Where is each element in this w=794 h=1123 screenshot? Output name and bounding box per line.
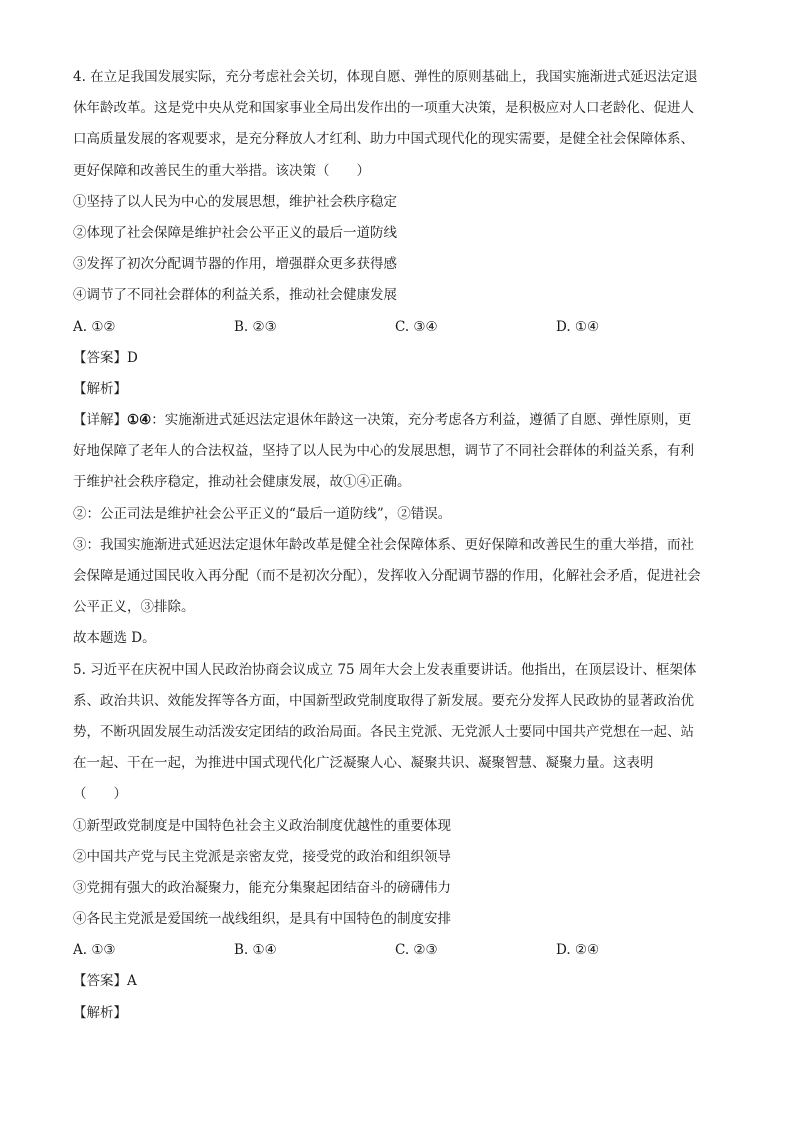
q4-options: [73, 312, 723, 343]
q5-stem-line: （ ）: [73, 786, 127, 803]
q4-option-b: B. ②③: [234, 318, 277, 335]
q4-stem-line: 更好保障和改善民生的重大举措。该决策（ ）: [73, 162, 370, 179]
q5-answer: [73, 966, 723, 997]
detail-label: 【详解】: [73, 412, 127, 429]
q5-stem-line: 5. 习近平在庆祝中国人民政治协商会议成立 75 周年大会上发表重要讲话。他指出，在顶层设计、框架体: [73, 661, 697, 678]
q4-option-a: A. ①②: [73, 318, 116, 335]
detail-text: ：实施渐进式延迟法定退休年龄这一决策，充分考虑各方利益，遵循了自愿、弹性原则，更: [151, 412, 692, 429]
q4-stem-line: 口高质量发展的客观要求，是充分释放人才红利、助力中国式现代化的现实需要，是健全社会保障体系、: [73, 131, 694, 148]
q5-option-d: D. ②④: [556, 942, 600, 959]
q4-statement: ①坚持了以人民为中心的发展思想，维护社会秩序稳定: [73, 193, 397, 210]
q5-options: [73, 935, 723, 966]
q5-statements: [73, 811, 723, 936]
q4-detail-line: 好地保障了老年人的合法权益，坚持了以人民为中心的发展思想，调节了不同社会群体的利益关系，有利: [73, 443, 694, 460]
q5-statement: ②中国共产党与民主党派是亲密友党，接受党的政治和组织领导: [73, 848, 451, 865]
q4-detail-line: [73, 405, 723, 436]
q5-option-a: A. ①③: [73, 942, 116, 959]
q5-option-b: B. ①④: [234, 942, 277, 959]
analysis-label: 【解析】: [73, 1004, 127, 1021]
q4-statements: [73, 187, 723, 312]
q4-stem-line: 休年龄改革。这是党中央从党和国家事业全局出发作出的一项重大决策，是积极应对人口老龄化、促进人: [73, 100, 694, 117]
q5-analysis-heading: [73, 998, 723, 1029]
q4-note-3-line: 公平正义，③排除。: [73, 599, 195, 616]
q5-stem-line: 势，不断巩固发展生动活泼安定团结的政治局面。各民主党派、无党派人士要同中国共产党想在一起、站: [73, 723, 694, 740]
q4-statement: ③发挥了初次分配调节器的作用，增强群众更多获得感: [73, 256, 397, 273]
q4-note-3-line: ③：我国实施渐进式延迟法定退休年龄改革是健全社会保障体系、更好保障和改善民生的重大举措，而社: [73, 536, 694, 553]
q4-detail-line: 于维护社会秩序稳定，推动社会健康发展，故①④正确。: [73, 474, 411, 491]
q5-statement: ③党拥有强大的政治凝聚力，能充分集聚起团结奋斗的磅礴伟力: [73, 879, 451, 896]
q4-note-3-line: 会保障是通过国民收入再分配（而不是初次分配），发挥收入分配调节器的作用，化解社会矛盾，促进社会: [73, 568, 701, 584]
answer-value: D: [127, 349, 138, 366]
q4-option-d: D. ①④: [556, 318, 600, 335]
q4-statement: ②体现了社会保障是维护社会公平正义的最后一道防线: [73, 224, 397, 241]
answer-label: 【答案】: [73, 973, 127, 990]
q4-option-c: C. ③④: [395, 318, 438, 335]
document-content: [73, 62, 723, 1029]
q5-statement: ①新型政党制度是中国特色社会主义政治制度优越性的重要体现: [73, 817, 451, 834]
q4-stem: [73, 62, 723, 187]
q5-option-c: C. ②③: [395, 942, 438, 959]
detail-key: ①④: [127, 412, 152, 429]
q4-answer: [73, 343, 723, 374]
q5-stem-line: 在一起、干在一起，为推进中国式现代化广泛凝聚人心、凝聚共识、凝聚智慧、凝聚力量。这表明: [73, 755, 654, 772]
q5-statement: ④各民主党派是爱国统一战线组织，是具有中国特色的制度安排: [73, 911, 451, 928]
q4-detail: [73, 405, 723, 499]
answer-label: 【答案】: [73, 349, 127, 366]
q5-stem: [73, 655, 723, 811]
analysis-label: 【解析】: [73, 380, 127, 397]
q4-analysis-heading: [73, 374, 723, 405]
q4-note-3: [73, 530, 723, 624]
q4-note-2: ②：公正司法是维护社会公平正义的“最后一道防线”，②错误。: [73, 505, 452, 522]
q4-stem-line: 4. 在立足我国发展实际，充分考虑社会关切，体现自愿、弹性的原则基础上，我国实施渐进式延迟法定退: [73, 69, 698, 85]
answer-value: A: [127, 973, 137, 990]
q4-conclusion: 故本题选 D。: [73, 630, 156, 647]
q5-stem-line: 系、政治共识、效能发挥等各方面，中国新型政党制度取得了新发展。要充分发挥人民政协的显著政治优: [73, 692, 694, 709]
q4-statement: ④调节了不同社会群体的利益关系，推动社会健康发展: [73, 287, 397, 304]
